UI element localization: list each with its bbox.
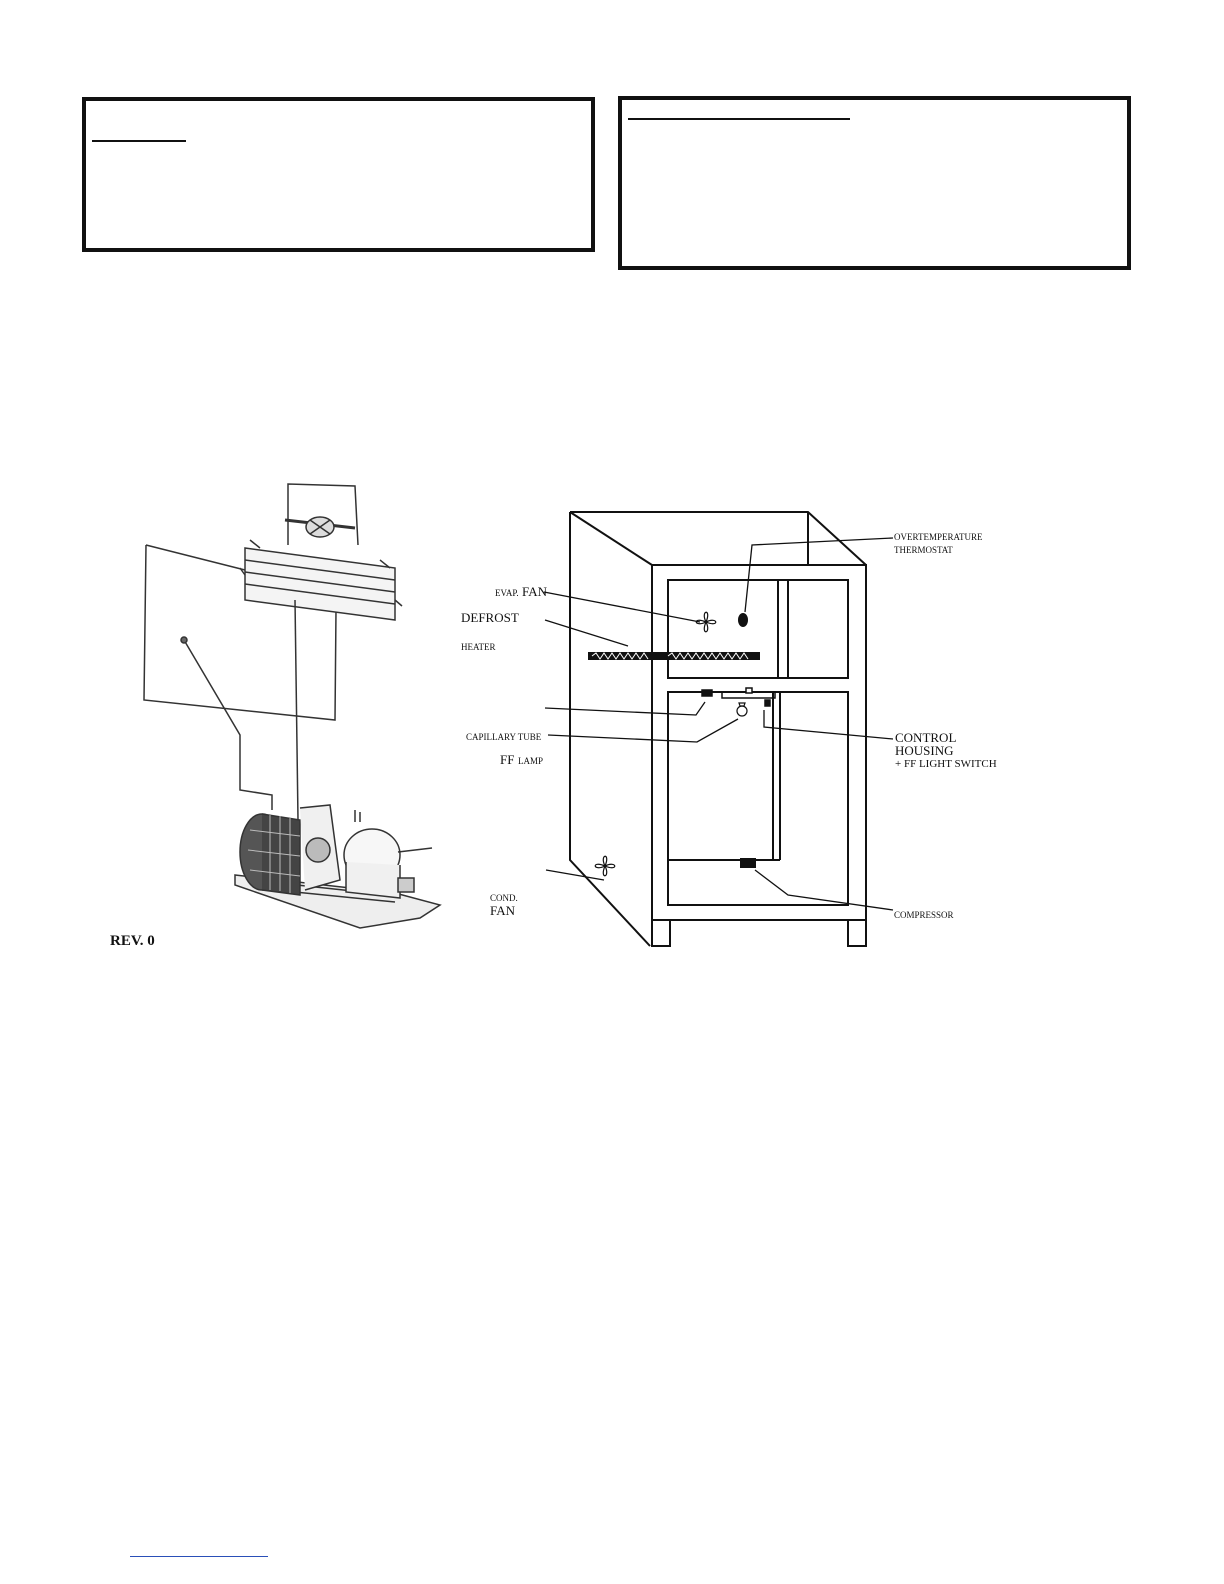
footer-link-underline[interactable] (130, 1556, 268, 1557)
label-housing: HOUSING (895, 743, 954, 758)
label-overtemp-1: OVERTEMPERATURE (894, 532, 983, 542)
ff-lamp-icon (737, 703, 747, 716)
label-overtemp-2: THERMOSTAT (894, 545, 953, 555)
label-compressor: COMPRESSOR (894, 910, 954, 920)
condenser-fan-shroud (240, 814, 300, 895)
label-cond: COND. (490, 893, 518, 903)
freezer-compartment (668, 580, 848, 678)
evaporator-coil (240, 540, 402, 620)
label-ff-prefix: FF (500, 752, 515, 767)
revision-label: REV. 0 (110, 933, 155, 949)
diagram-labels (461, 532, 997, 920)
overtemp-thermostat-icon (738, 613, 748, 627)
label-control: CONTROL (895, 730, 957, 745)
label-fan: FAN (490, 903, 516, 918)
label-heater: HEATER (461, 642, 496, 652)
evaporator-fan-motor (285, 517, 355, 537)
label-capillary-tube: CAPILLARY TUBE (466, 732, 542, 742)
label-defrost: DEFROST (461, 610, 519, 625)
leader-lines (544, 538, 893, 910)
compressor-icon (740, 858, 756, 868)
label-ff-lamp: LAMP (518, 756, 544, 766)
compressor-dome (344, 810, 432, 898)
cabinet-schematic (570, 512, 866, 946)
label-evap-prefix: EVAP. (495, 588, 519, 598)
cabinet-front-face (652, 565, 866, 920)
label-evap-fan: FAN (522, 584, 548, 599)
label-ff-light-switch: + FF LIGHT SWITCH (895, 758, 997, 770)
cond-fan-icon (595, 856, 615, 876)
defrost-heater-bar (588, 652, 760, 660)
refrigeration-system-drawing (144, 484, 440, 928)
